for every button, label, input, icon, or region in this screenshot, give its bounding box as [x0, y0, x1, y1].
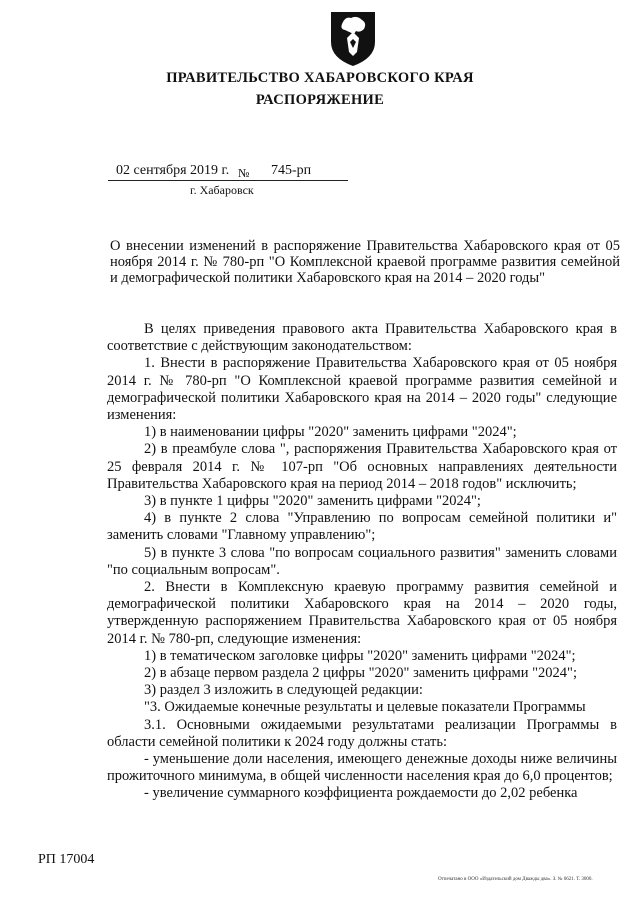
- coat-of-arms-icon: [327, 8, 379, 68]
- document-title: О внесении изменений в распоряжение Правительства Хабаровского края от 05 ноября 2014 г. № 780-рп "О Комплексной краевой программе развития семейной и демографической политики Хабаровского края на 2014 – 2020 годы": [110, 238, 620, 286]
- paragraph: 3) раздел 3 изложить в следующей редакции:: [144, 682, 423, 699]
- paragraph: - уменьшение доли населения, имеющего денежные доходы ниже величины прожиточного минимума, в общей численности населения края до 6,0 процентов;: [107, 751, 617, 785]
- paragraph: 2) в абзаце первом раздела 2 цифры "2020" заменить цифрами "2024";: [144, 665, 577, 682]
- paragraph: - увеличение суммарного коэффициента рождаемости до 2,02 ребенка: [144, 785, 578, 802]
- paragraph: "3. Ожидаемые конечные результаты и целевые показатели Программы: [144, 699, 586, 716]
- paragraph: В целях приведения правового акта Правительства Хабаровского края в соответствие с действующим законодательством:: [107, 321, 617, 355]
- document-date: 02 сентября 2019 г.: [116, 163, 230, 178]
- document-type: РАСПОРЯЖЕНИЕ: [255, 92, 385, 108]
- paragraph: 1) в тематическом заголовке цифры "2020" заменить цифрами "2024";: [144, 647, 576, 664]
- printer-imprint: Отпечатано в ООО «Издательский дом Дважды два». З. № 6621. Т. 3000.: [438, 877, 593, 882]
- paragraph: 1. Внести в распоряжение Правительства Хабаровского края от 05 ноября 2014 г. № 780-рп "О Комплексной краевой программе развития семейной и демографической политики Хабаровского края на 2014 – 2020 годы" следующие изменения:: [107, 355, 617, 424]
- paragraph: 2. Внести в Комплексную краевую программу развития семейной и демографической политики Хабаровского края на 2014 – 2020 годы, утвержденную распоряжением Правительства Хабаровского края от 05 ноября 2014 г. № 780-рп, следующие изменения:: [107, 579, 617, 647]
- paragraph: 3.1. Основными ожидаемыми результатами реализации Программы в области семейной политики к 2024 году должны стать:: [107, 716, 617, 750]
- paragraph: 2) в преамбуле слова ", распоряжения Правительства Хабаровского края от 25 февраля 2014 г. № 107-рп "Об основных направлениях деятельности Правительства Хабаровского края на период 2014 – 2018 годов" исключить;: [107, 441, 617, 492]
- document-body: [107, 321, 617, 803]
- document-number: 745-рп: [271, 163, 312, 178]
- footer-code: РП 17004: [38, 852, 95, 867]
- paragraph: 5) в пункте 3 слова "по вопросам социального развития" заменить словами "по социальным вопросам".: [107, 544, 617, 578]
- city: г. Хабаровск: [178, 180, 348, 198]
- paragraph: 4) в пункте 2 слова "Управлению по вопросам семейной политики и" заменить словами "Главному управлению";: [107, 510, 617, 544]
- date-number-line: [108, 162, 338, 181]
- paragraph: 3) в пункте 1 цифры "2020" заменить цифрами "2024";: [144, 493, 481, 510]
- organization-name: ПРАВИТЕЛЬСТВО ХАБАРОВСКОГО КРАЯ: [166, 70, 474, 86]
- paragraph: 1) в наименовании цифры "2020" заменить цифрами "2024";: [144, 424, 517, 441]
- number-sign: №: [238, 166, 250, 180]
